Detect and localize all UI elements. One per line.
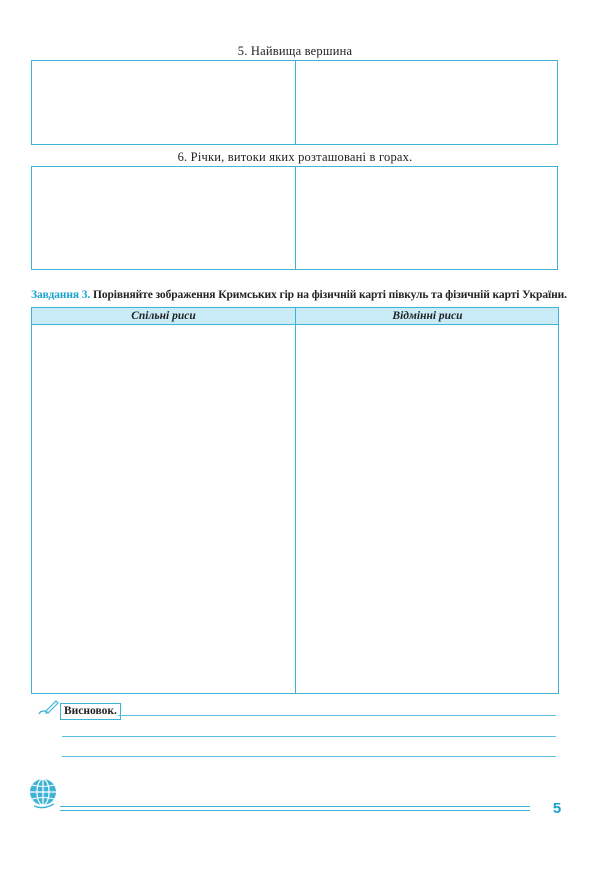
task-3-number: Завдання 3. <box>31 289 91 301</box>
page-number: 5 <box>552 800 562 817</box>
comparison-table <box>31 307 559 694</box>
section-6-answer-box[interactable] <box>31 166 558 270</box>
globe-icon <box>26 776 62 812</box>
task-3-text: Порівняйте зображення Кримських гір на фізичній карті півкуль та фізичній карті України. <box>92 289 567 301</box>
pen-writing-icon <box>37 699 59 717</box>
footer-line-top <box>60 806 530 807</box>
conclusion-write-line-2[interactable] <box>62 736 556 737</box>
comparison-table-divider <box>295 308 296 693</box>
column-header-different: Відмінні риси <box>392 310 463 322</box>
section-5-divider <box>295 61 296 144</box>
column-header-common: Спільні риси <box>131 310 196 322</box>
section-5-answer-box[interactable] <box>31 60 558 145</box>
section-5-caption: 5. Найвища вершина <box>237 44 353 58</box>
conclusion-write-line-3[interactable] <box>62 756 556 757</box>
conclusion-write-line-1[interactable] <box>118 715 556 716</box>
footer-line-bottom <box>60 810 530 811</box>
task-3-heading <box>31 289 571 301</box>
section-6-caption: 6. Річки, витоки яких розташовані в горах. <box>177 150 413 164</box>
section-6-divider <box>295 167 296 269</box>
conclusion-label: Висновок. <box>60 703 121 720</box>
